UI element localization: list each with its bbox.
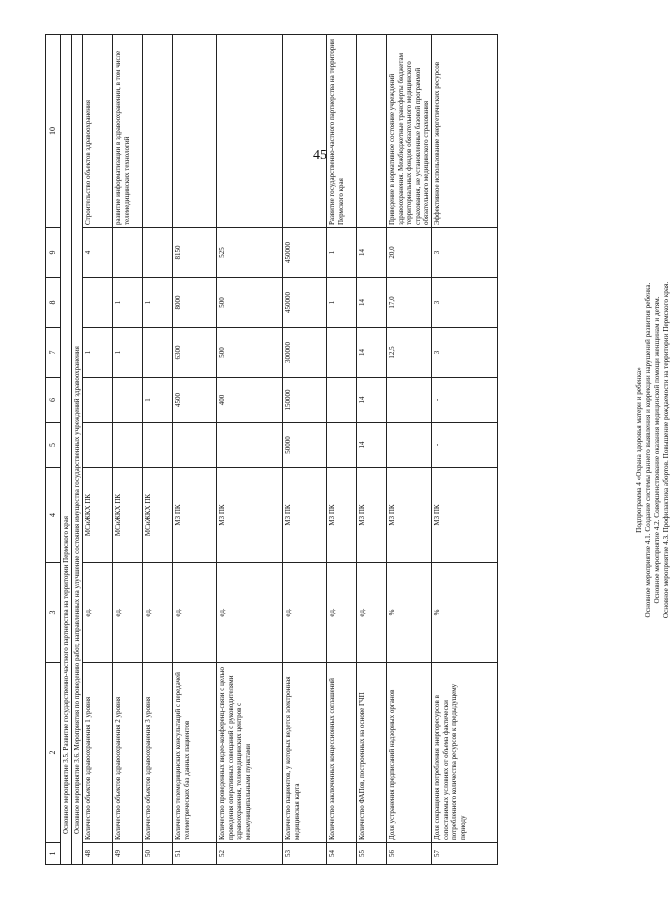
table-row [217,35,283,865]
value-cell [83,278,113,328]
responsible-cell: МЗ ПК [387,468,432,563]
section-row [60,35,71,865]
unit-cell: ед. [327,563,357,663]
row-number: 56 [387,843,432,865]
goal-cell [217,35,283,228]
value-cell [327,328,357,378]
value-cell: - [432,378,498,423]
row-number: 54 [327,843,357,865]
value-cell: 1 [143,278,173,328]
value-cell: 14 [357,278,387,328]
table-row [173,35,217,865]
value-cell [113,378,143,423]
unit-cell: ед. [283,563,327,663]
section-title: Основное мероприятие 3.6. Мероприятия по проведению работ, направленных на улучшение состояния имущества государственных учреждений здравоохранения [71,35,82,865]
value-cell: 14 [357,378,387,423]
value-cell: 3 [432,278,498,328]
value-cell: 525 [217,228,283,278]
goal-cell: развитие информатизации в здравоохранении, в том числе телемедицинских технологий [113,35,143,228]
value-cell: 14 [357,228,387,278]
value-cell: 1 [327,228,357,278]
indicators-table [45,34,498,865]
header-cell: 2 [46,663,61,843]
table-row [283,35,327,865]
unit-cell: ед. [357,563,387,663]
goal-cell: Приведение в нормативное состояние учреждений здравоохранения. Межбюджетные трансферты бюджетам территориальных фондов обязательного медицинского страхования, не установленные базовой программой обязательного медицинского страхования [387,35,432,228]
header-cell: 6 [46,378,61,423]
measure-title: Основное мероприятие 4.2. Совершенствование оказания медицинской помощи женщинам и детям. [653,296,661,604]
row-number: 57 [432,843,498,865]
section-title: Основное мероприятие 3.5. Развитие государственно-частного партнерства на территории Пермского края [60,35,71,865]
value-cell: 6300 [173,328,217,378]
value-cell: 500 [217,278,283,328]
subprogram-title: Подпрограмма 4 «Охрана здоровья матери и ребенка» [635,367,643,533]
header-cell: 3 [46,563,61,663]
responsible-cell: МЗ ПК [173,468,217,563]
value-cell: 3 [432,228,498,278]
value-cell: 1 [113,328,143,378]
measure-title: Основное мероприятие 4.3. Профилактика абортов. Повышение рождаемости на территории Пермского края. [662,281,670,619]
table-row [387,35,432,865]
row-number: 51 [173,843,217,865]
table-row [327,35,357,865]
header-cell: 9 [46,228,61,278]
value-cell: 12,5 [387,328,432,378]
value-cell [143,328,173,378]
responsible-cell: МСиЖКХ ПК [143,468,173,563]
row-number: 52 [217,843,283,865]
goal-cell [143,35,173,228]
measure-title: Основное мероприятие 4.1. Создание системы раннего выявления и коррекции нарушений развития ребенка. [644,282,652,618]
value-cell [327,378,357,423]
value-cell: 14 [357,328,387,378]
indicator-name: Количество ФАПов, построенных на основе ГЧП [357,663,387,843]
table-row [357,35,387,865]
responsible-cell: МЗ ПК [432,468,498,563]
value-cell [327,423,357,468]
indicator-name: Количество проведенных видео-конференц-связи с целью проведения оперативных совещаний с руководителями здравоохранения, телемедицинских центров с межмуниципальными пунктами [217,663,283,843]
value-cell: 300000 [283,328,327,378]
value-cell [173,423,217,468]
value-cell [143,423,173,468]
goal-cell: Развитие государственно-частного партнерства на территории Пермского края [327,35,357,228]
row-number: 55 [357,843,387,865]
unit-cell: ед. [143,563,173,663]
unit-cell: ед. [83,563,113,663]
indicator-name: Количество телемедицинских консультаций с передачей телеметрических баз данных пациентов [173,663,217,843]
value-cell: 450000 [283,278,327,328]
value-cell: 1 [143,378,173,423]
table-row [143,35,173,865]
indicator-name: Количество объектов здравоохранения 2 уровня [113,663,143,843]
goal-cell: Строительство объектов здравоохранения [83,35,113,228]
header-cell: 4 [46,468,61,563]
table-row [113,35,143,865]
goal-cell: Эффективное использование энергетических ресурсов [432,35,498,228]
table-row [83,35,113,865]
row-number: 49 [113,843,143,865]
goal-cell [283,35,327,228]
responsible-cell: МСиЖКХ ПК [113,468,143,563]
unit-cell: % [387,563,432,663]
unit-cell: ед. [217,563,283,663]
value-cell: 1 [327,278,357,328]
responsible-cell: МЗ ПК [217,468,283,563]
responsible-cell: МСиЖКХ ПК [83,468,113,563]
header-cell: 10 [46,35,61,228]
responsible-cell: МЗ ПК [327,468,357,563]
value-cell [83,423,113,468]
header-row [46,35,61,865]
value-cell [143,228,173,278]
indicator-name: Количество объектов здравоохранения 3 уровня [143,663,173,843]
rotated-table-container [45,35,670,865]
indicator-name: Количество заключенных концессионных соглашений [327,663,357,843]
value-cell [387,378,432,423]
value-cell [217,423,283,468]
value-cell: 4 [83,228,113,278]
unit-cell: ед. [113,563,143,663]
goal-cell [173,35,217,228]
header-cell: 8 [46,278,61,328]
value-cell [83,378,113,423]
section-row [71,35,82,865]
table-row [432,35,498,865]
indicator-name: Количество пациентов, у которых ведется электронная медицинская карта [283,663,327,843]
value-cell: 1 [113,278,143,328]
value-cell: 8000 [173,278,217,328]
unit-cell: % [432,563,498,663]
goal-cell [357,35,387,228]
value-cell: - [432,423,498,468]
value-cell: 400 [217,378,283,423]
page-number: 45 [313,148,327,163]
header-cell: 1 [46,843,61,865]
row-number: 53 [283,843,327,865]
unit-cell: ед. [173,563,217,663]
indicator-name: Доля сокращения потребления энергоресурсов в сопоставимых условиях от объема фактически потребленного количества ресурсов к предыдущему периоду [432,663,498,843]
value-cell: 150000 [283,378,327,423]
value-cell: 4500 [173,378,217,423]
value-cell [387,423,432,468]
value-cell: 1 [83,328,113,378]
value-cell: 50000 [283,423,327,468]
value-cell: 14 [357,423,387,468]
value-cell [113,228,143,278]
value-cell [113,423,143,468]
value-cell: 8150 [173,228,217,278]
responsible-cell: МЗ ПК [283,468,327,563]
subprogram-block [635,35,671,865]
row-number: 48 [83,843,113,865]
value-cell: 450000 [283,228,327,278]
value-cell: 17,0 [387,278,432,328]
value-cell: 3 [432,328,498,378]
header-cell: 7 [46,328,61,378]
indicator-name: Количество объектов здравоохранения 1 уровня [83,663,113,843]
header-cell: 5 [46,423,61,468]
responsible-cell: МЗ ПК [357,468,387,563]
value-cell: 500 [217,328,283,378]
value-cell: 20,0 [387,228,432,278]
row-number: 50 [143,843,173,865]
indicator-name: Доля устранения предписаний надзорных органов [387,663,432,843]
